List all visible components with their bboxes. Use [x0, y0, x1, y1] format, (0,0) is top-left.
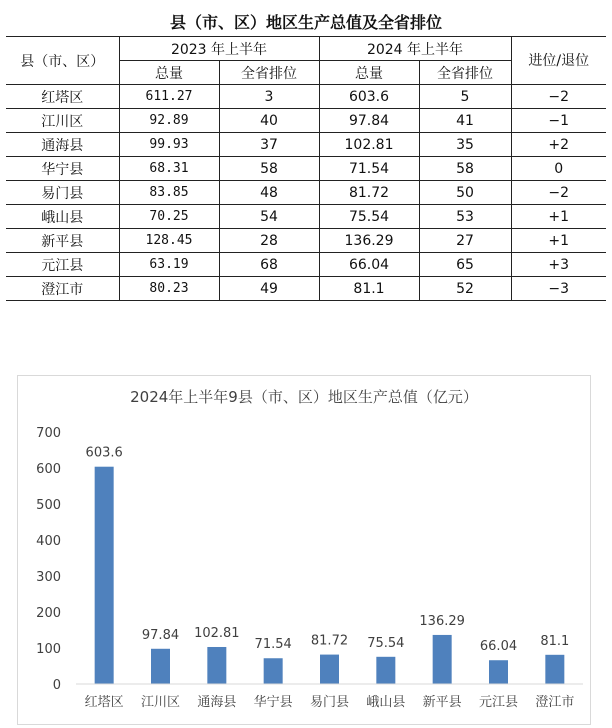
- county-name-cell: 新平县: [6, 229, 119, 253]
- county-name-cell: 澄江市: [6, 277, 119, 301]
- total-2024-cell: 81.1: [319, 277, 419, 301]
- bar-data-label: 136.29: [419, 613, 465, 629]
- total-2023-cell: 611.27: [119, 85, 219, 109]
- y-tick-label: 500: [36, 498, 61, 513]
- table-row: [6, 253, 606, 277]
- total-2023-cell: 68.31: [119, 157, 219, 181]
- bar-data-label: 97.84: [141, 627, 180, 643]
- county-name-cell: 红塔区: [6, 85, 119, 109]
- y-tick-label: 100: [36, 642, 61, 657]
- y-tick-label: 700: [36, 426, 61, 441]
- y-tick-label: 300: [36, 570, 61, 585]
- y-tick-label: 400: [36, 534, 61, 549]
- total-2023-cell: 83.85: [119, 181, 219, 205]
- rank-2023-cell: 40: [219, 109, 319, 133]
- rank-2023-cell: 58: [219, 157, 319, 181]
- bar-data-label: 75.54: [367, 635, 405, 651]
- table-title: 县（市、区）地区生产总值及全省排位: [169, 13, 442, 32]
- total-2024-cell: 66.04: [319, 253, 419, 277]
- total-2023-cell: 99.93: [119, 133, 219, 157]
- gdp-bar-chart: [18, 376, 590, 724]
- county-name-cell: 易门县: [6, 181, 119, 205]
- rank-2023-cell: 28: [219, 229, 319, 253]
- rank-2023-cell: 49: [219, 277, 319, 301]
- rank-2024-cell: 65: [419, 253, 511, 277]
- rank-2023-cell: 54: [219, 205, 319, 229]
- table-row: [6, 157, 606, 181]
- bar: [545, 655, 564, 684]
- table-header-row: [6, 37, 606, 61]
- total-2023-cell: 128.45: [119, 229, 219, 253]
- y-tick-label: 0: [52, 678, 61, 693]
- chart-frame: [17, 375, 591, 725]
- x-tick-label: 新平县: [422, 695, 462, 710]
- county-name-cell: 峨山县: [6, 205, 119, 229]
- rank-2024-cell: 52: [419, 277, 511, 301]
- table-row: [6, 181, 606, 205]
- rank-2023-header: 全省排位: [219, 61, 319, 85]
- table-row: [6, 277, 606, 301]
- chart-title: 2024年上半年9县（市、区）地区生产总值（亿元）: [130, 388, 478, 406]
- county-name-cell: 通海县: [6, 133, 119, 157]
- bar-data-label: 81.1: [540, 633, 570, 649]
- bar-group: [86, 446, 570, 684]
- total-2024-cell: 75.54: [319, 205, 419, 229]
- total-2024-cell: 603.6: [319, 85, 419, 109]
- rank-2024-cell: 50: [419, 181, 511, 205]
- total-2024-cell: 71.54: [319, 157, 419, 181]
- rank-2023-cell: 68: [219, 253, 319, 277]
- change-cell: 0: [511, 157, 606, 181]
- x-tick-label: 华宁县: [253, 695, 293, 710]
- bar: [320, 655, 339, 684]
- county-header: 县（市、区）: [6, 37, 119, 85]
- rank-2024-cell: 5: [419, 85, 511, 109]
- total-2023-cell: 63.19: [119, 253, 219, 277]
- change-cell: +2: [511, 133, 606, 157]
- change-header-label: 进位/退位: [528, 52, 590, 69]
- total-2023-cell: 92.89: [119, 109, 219, 133]
- rank-2024-cell: 41: [419, 109, 511, 133]
- total-2023-cell: 70.25: [119, 205, 219, 229]
- x-axis: [76, 684, 583, 710]
- total-2024-header: 总量: [319, 61, 419, 85]
- bar-data-label: 102.81: [194, 625, 240, 641]
- change-cell: −1: [511, 109, 606, 133]
- change-cell: +1: [511, 229, 606, 253]
- total-2023-cell: 80.23: [119, 277, 219, 301]
- bar: [207, 647, 226, 684]
- change-cell: −3: [511, 277, 606, 301]
- period-2023-header: 2023 年上半年: [119, 37, 319, 61]
- total-2024-cell: 81.72: [319, 181, 419, 205]
- county-name-cell: 元江县: [6, 253, 119, 277]
- x-tick-label: 江川区: [140, 695, 181, 710]
- change-cell: +1: [511, 205, 606, 229]
- bar-data-label: 66.04: [479, 639, 518, 655]
- bar: [433, 635, 452, 684]
- rank-2024-cell: 58: [419, 157, 511, 181]
- bar-data-label: 71.54: [254, 637, 292, 653]
- y-axis: [36, 426, 61, 693]
- rank-2023-cell: 37: [219, 133, 319, 157]
- table-row: [6, 133, 606, 157]
- rank-2024-cell: 53: [419, 205, 511, 229]
- bar: [376, 657, 395, 684]
- table-row: [6, 205, 606, 229]
- county-name-cell: 华宁县: [6, 157, 119, 181]
- x-tick-label: 易门县: [309, 695, 350, 710]
- bar-data-label: 603.6: [85, 445, 123, 461]
- bar: [151, 649, 170, 684]
- period-2024-header: 2024 年上半年: [319, 37, 511, 61]
- total-2024-cell: 136.29: [319, 229, 419, 253]
- y-tick-label: 600: [36, 462, 61, 477]
- y-tick-label: 200: [36, 606, 61, 621]
- x-tick-label: 澄江市: [535, 695, 575, 710]
- gdp-table: [6, 36, 606, 301]
- bar-data-label: 81.72: [310, 633, 349, 649]
- rank-2024-header: 全省排位: [419, 61, 511, 85]
- rank-2023-cell: 48: [219, 181, 319, 205]
- total-2024-cell: 97.84: [319, 109, 419, 133]
- table-body: [6, 85, 606, 301]
- change-cell: −2: [511, 85, 606, 109]
- total-2024-cell: 102.81: [319, 133, 419, 157]
- table-row: [6, 85, 606, 109]
- x-tick-label: 元江县: [478, 695, 519, 710]
- x-tick-label: 通海县: [197, 695, 237, 710]
- change-header: [511, 37, 606, 85]
- bar: [489, 660, 508, 684]
- x-tick-label: 红塔区: [84, 695, 124, 710]
- rank-2024-cell: 35: [419, 133, 511, 157]
- change-cell: +3: [511, 253, 606, 277]
- table-row: [6, 229, 606, 253]
- change-cell: −2: [511, 181, 606, 205]
- table-row: [6, 109, 606, 133]
- bar: [95, 467, 114, 684]
- total-2023-header: 总量: [119, 61, 219, 85]
- rank-2024-cell: 27: [419, 229, 511, 253]
- x-tick-label: 峨山县: [366, 695, 406, 710]
- bar: [264, 658, 283, 684]
- rank-2023-cell: 3: [219, 85, 319, 109]
- county-name-cell: 江川区: [6, 109, 119, 133]
